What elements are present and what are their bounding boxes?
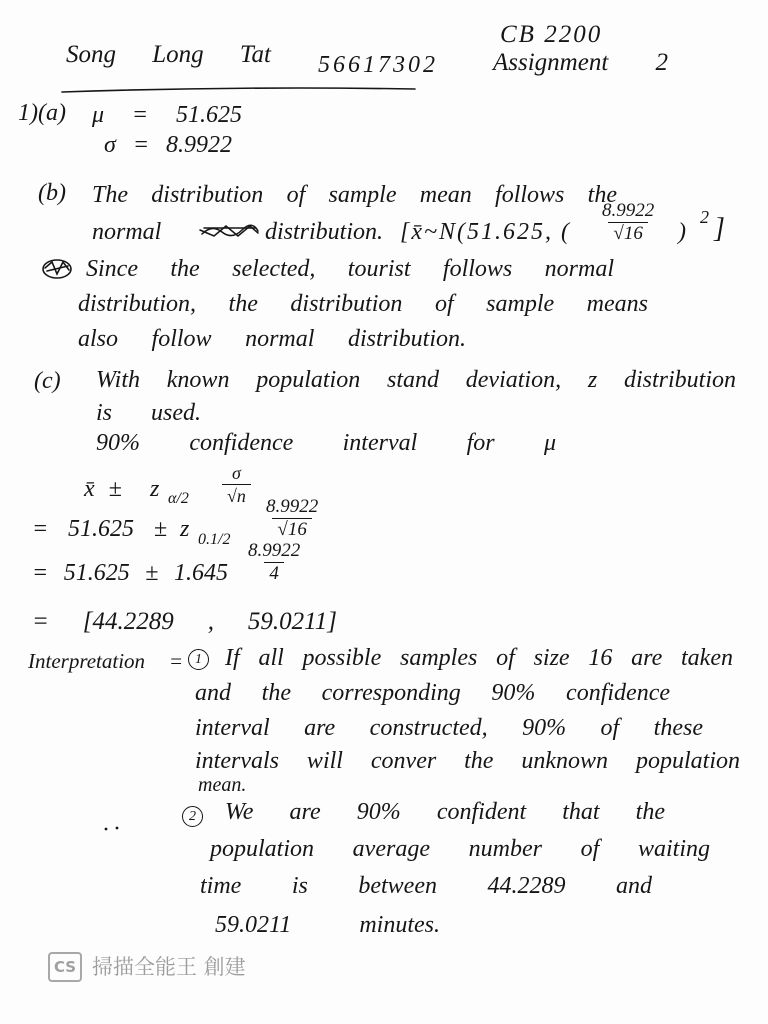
formula-denominator: √n — [222, 484, 251, 507]
standard-error-numerator: 8.9922 — [602, 200, 655, 221]
step-1-z-subscript: 0.1/2 — [198, 531, 231, 548]
interpretation-marker-1: 1 — [188, 649, 209, 670]
crossed-circle-icon — [43, 260, 71, 278]
formula-fraction — [222, 462, 251, 507]
formula-z-subscript: α/2 — [168, 490, 189, 507]
interpretation-1-line-2: and the corresponding 90% confidence — [195, 680, 670, 706]
sampling-distribution-open: [x̄~N(51.625, ( — [400, 219, 571, 245]
scanner-watermark: 掃描全能王 創建 — [92, 955, 246, 979]
formula-z: z — [150, 476, 160, 502]
step-1-numerator: 8.9922 — [266, 496, 319, 517]
formula-numerator: σ — [232, 463, 241, 483]
interpretation-marker-2: 2 — [182, 806, 203, 827]
step-1-z: z — [180, 516, 190, 542]
part-c-label: (c) — [34, 368, 61, 394]
interpretation-1-line-4: intervals will conver the unknown population — [195, 748, 740, 774]
step-2-denominator: 4 — [264, 562, 284, 585]
part-c-intro-1: With known population stand deviation, z distribution — [96, 367, 736, 393]
formula-xbar: x̄ ± — [84, 476, 122, 502]
population-sd: σ = 8.9922 — [104, 132, 232, 158]
part-b-label: (b) — [38, 180, 66, 206]
interpretation-2-line-1: We are 90% confident that the — [225, 799, 665, 825]
stray-dots — [105, 827, 119, 831]
interpretation-2-line-4: 59.0211 minutes. — [215, 912, 440, 938]
assignment-title: Assignment 2 — [493, 49, 668, 76]
standard-error-denominator: √16 — [608, 222, 647, 245]
interpretation-2-line-3: time is between 44.2289 and — [200, 873, 652, 899]
part-c-intro-2: is used. — [96, 400, 201, 426]
interpretation-1-line-3: interval are constructed, 90% of these — [195, 715, 703, 741]
step-1-denominator: √16 — [272, 518, 311, 541]
step-2-fraction — [244, 540, 304, 585]
part-b-line-2-text: distribution. — [265, 219, 384, 245]
scanner-logo: CS — [48, 952, 82, 982]
step-1-fraction — [262, 496, 322, 541]
interpretation-label: Interpretation = — [28, 649, 183, 673]
population-mean: μ = 51.625 — [92, 102, 242, 128]
scribble-strikeout — [200, 225, 258, 236]
interpretation-2-line-2: population average number of waiting — [210, 836, 710, 862]
confidence-interval-result: = [44.2289 , 59.0211] — [32, 608, 337, 635]
part-b-line-1: The distribution of sample mean follows the — [92, 182, 617, 208]
header-underline — [62, 88, 415, 92]
standard-error-fraction — [598, 200, 658, 245]
reason-line-3: also follow normal distribution. — [78, 326, 466, 352]
part-a-label: 1)(a) — [18, 100, 66, 126]
variance-power: 2 — [700, 207, 709, 227]
reason-line-2: distribution, the distribution of sample means — [78, 291, 648, 317]
step-2-lhs: = 51.625 ± 1.645 — [32, 560, 228, 586]
sampling-distribution-end: ] — [714, 213, 725, 244]
interpretation-1-line-5: mean. — [198, 774, 247, 796]
part-b-line-2-word: normal — [92, 219, 162, 245]
interpretation-1-line-1: If all possible samples of size 16 are taken — [225, 645, 733, 671]
step-2-numerator: 8.9922 — [248, 540, 301, 561]
sampling-distribution-close: ) — [678, 219, 686, 245]
reason-line-1: Since the selected, tourist follows normal — [86, 256, 614, 282]
course-code: CB 2200 — [500, 21, 603, 48]
step-1-lhs: = 51.625 ± — [32, 516, 167, 542]
ci-title: 90% confidence interval for μ — [96, 430, 556, 456]
student-id: 56617302 — [318, 52, 438, 78]
student-name: Song Long Tat — [66, 41, 271, 68]
